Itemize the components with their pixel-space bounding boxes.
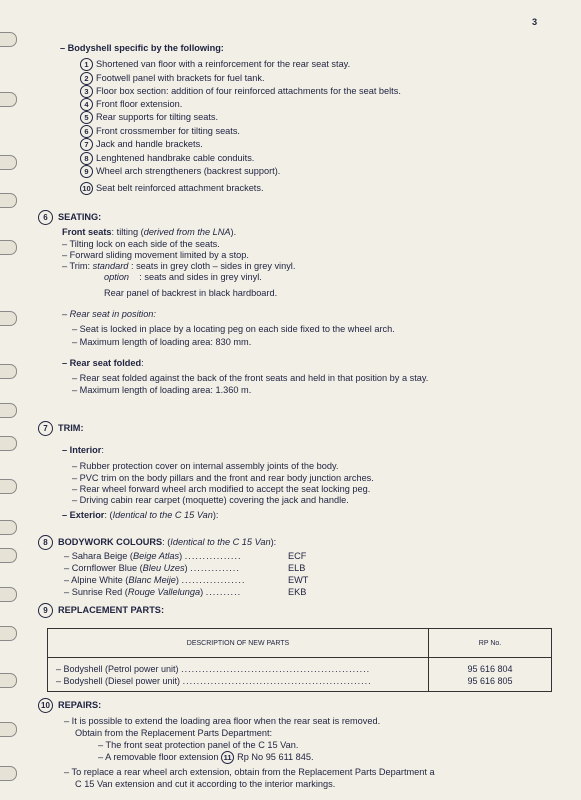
rear-panel-line: Rear panel of backrest in black hardboard. bbox=[104, 288, 278, 298]
colour-row: – Sunrise Red (Rouge Vallelunga) .......... bbox=[64, 587, 242, 597]
trim-line: – Driving cabin rear carpet (moquette) covering the jack and handle. bbox=[72, 495, 349, 505]
table-row bbox=[48, 658, 552, 676]
binder-hole bbox=[0, 32, 17, 47]
seating-line: – Maximum length of loading area: 1.360 m. bbox=[72, 385, 252, 395]
binder-hole bbox=[0, 193, 17, 208]
trim-line: – Rear wheel forward wheel arch modified to accept the seat locking peg. bbox=[72, 484, 371, 494]
binder-hole bbox=[0, 520, 17, 535]
binder-hole bbox=[0, 626, 17, 641]
part-rp-number: 95 616 804 bbox=[429, 658, 552, 676]
section-replacement-heading: 9 REPLACEMENT PARTS: bbox=[38, 603, 164, 618]
bodyshell-item: 4 Front floor extension. bbox=[80, 98, 182, 111]
colour-row: – Cornflower Blue (Bleu Uzes) .............. bbox=[64, 563, 240, 573]
binder-hole bbox=[0, 587, 17, 602]
repairs-line: C 15 Van extension and cut it according to the interior markings. bbox=[75, 779, 336, 789]
part-rp-number: 95 616 805 bbox=[429, 675, 552, 692]
table-row bbox=[48, 675, 552, 692]
bodyshell-item: 5 Rear supports for tilting seats. bbox=[80, 111, 218, 124]
replacement-parts-table bbox=[47, 628, 552, 692]
seating-line: – Tilting lock on each side of the seats. bbox=[62, 239, 220, 249]
binder-hole bbox=[0, 766, 17, 781]
binder-hole bbox=[0, 364, 17, 379]
repairs-line: – To replace a rear wheel arch extension, obtain from the Replacement Parts Department a bbox=[64, 767, 435, 777]
bodyshell-item: 7 Jack and handle brackets. bbox=[80, 138, 203, 151]
repairs-line: – The front seat protection panel of the C 15 Van. bbox=[98, 740, 299, 750]
bodyshell-item: 2 Footwell panel with brackets for fuel tank. bbox=[80, 72, 265, 85]
binder-hole bbox=[0, 155, 17, 170]
binder-hole bbox=[0, 436, 17, 451]
bodyshell-item: 6 Front crossmember for tilting seats. bbox=[80, 125, 240, 138]
col-header-description: DESCRIPTION OF NEW PARTS bbox=[48, 629, 429, 658]
bodyshell-item: 3 Floor box section: addition of four reinforced attachments for the seat belts. bbox=[80, 85, 401, 98]
page-number: 3 bbox=[532, 17, 538, 27]
repairs-line: – A removable floor extension 11 Rp No 95 611 845. bbox=[98, 752, 314, 763]
colour-code: EKB bbox=[288, 587, 307, 597]
bodyshell-item: 10 Seat belt reinforced attachment brackets. bbox=[80, 182, 264, 195]
trim-line: – PVC trim on the body pillars and the front and rear body junction arches. bbox=[72, 473, 374, 483]
seating-line: – Seat is locked in place by a locating peg on each side fixed to the wheel arch. bbox=[72, 324, 395, 334]
colour-code: ELB bbox=[288, 563, 306, 573]
section-colours-heading: 8 BODYWORK COLOURS: (Identical to the C 15 Van): bbox=[38, 535, 276, 550]
part-description: – Bodyshell (Diesel power unit) ...................................................... bbox=[48, 675, 429, 692]
binder-hole bbox=[0, 548, 17, 563]
repairs-line: – It is possible to extend the loading area floor when the rear seat is removed. bbox=[64, 716, 381, 726]
repairs-line: Obtain from the Replacement Parts Department: bbox=[75, 728, 273, 738]
seating-line: – Forward sliding movement limited by a stop. bbox=[62, 250, 249, 260]
colour-row: – Alpine White (Blanc Meije) .................. bbox=[64, 575, 246, 585]
seating-line: – Maximum length of loading area: 830 mm. bbox=[72, 337, 252, 347]
trim-option-line: option : seats and sides in grey vinyl. bbox=[104, 272, 262, 282]
binder-hole bbox=[0, 240, 17, 255]
front-seats-line: Front seats: tilting (derived from the LNA). bbox=[62, 227, 237, 237]
interior-label: – Interior: bbox=[62, 445, 104, 455]
seating-line: – Rear seat folded against the back of the front seats and held in that position by a stay. bbox=[72, 373, 429, 383]
col-header-rp: RP No. bbox=[429, 629, 552, 658]
section-trim-heading: 7 TRIM: bbox=[38, 421, 84, 436]
trim-line: – Rubber protection cover on internal assembly joints of the body. bbox=[72, 461, 339, 471]
trim-standard-line: – Trim: standard : seats in grey cloth – sides in grey vinyl. bbox=[62, 261, 296, 271]
binder-hole bbox=[0, 722, 17, 737]
binder-hole bbox=[0, 479, 17, 494]
exterior-line: – Exterior: (Identical to the C 15 Van): bbox=[62, 510, 219, 520]
colour-code: ECF bbox=[288, 551, 307, 561]
section-repairs-heading: 10 REPAIRS: bbox=[38, 698, 101, 713]
binder-hole bbox=[0, 403, 17, 418]
binder-hole bbox=[0, 92, 17, 107]
section-seating-heading: 6 SEATING: bbox=[38, 210, 101, 225]
bodyshell-heading: – Bodyshell specific by the following: bbox=[60, 43, 224, 53]
rear-seat-folded-label: – Rear seat folded: bbox=[62, 358, 144, 368]
bodyshell-item: 1 Shortened van floor with a reinforcement for the rear seat stay. bbox=[80, 58, 350, 71]
rear-seat-in-position-label: – Rear seat in position: bbox=[62, 309, 156, 319]
bodyshell-item: 8 Lenghtened handbrake cable conduits. bbox=[80, 152, 254, 165]
part-description: – Bodyshell (Petrol power unit) ...................................................... bbox=[48, 658, 429, 676]
bodyshell-item: 9 Wheel arch strengtheners (backrest support). bbox=[80, 165, 280, 178]
colour-row: – Sahara Beige (Beige Atlas) ................ bbox=[64, 551, 242, 561]
binder-hole bbox=[0, 673, 17, 688]
binder-hole bbox=[0, 311, 17, 326]
colour-code: EWT bbox=[288, 575, 309, 585]
